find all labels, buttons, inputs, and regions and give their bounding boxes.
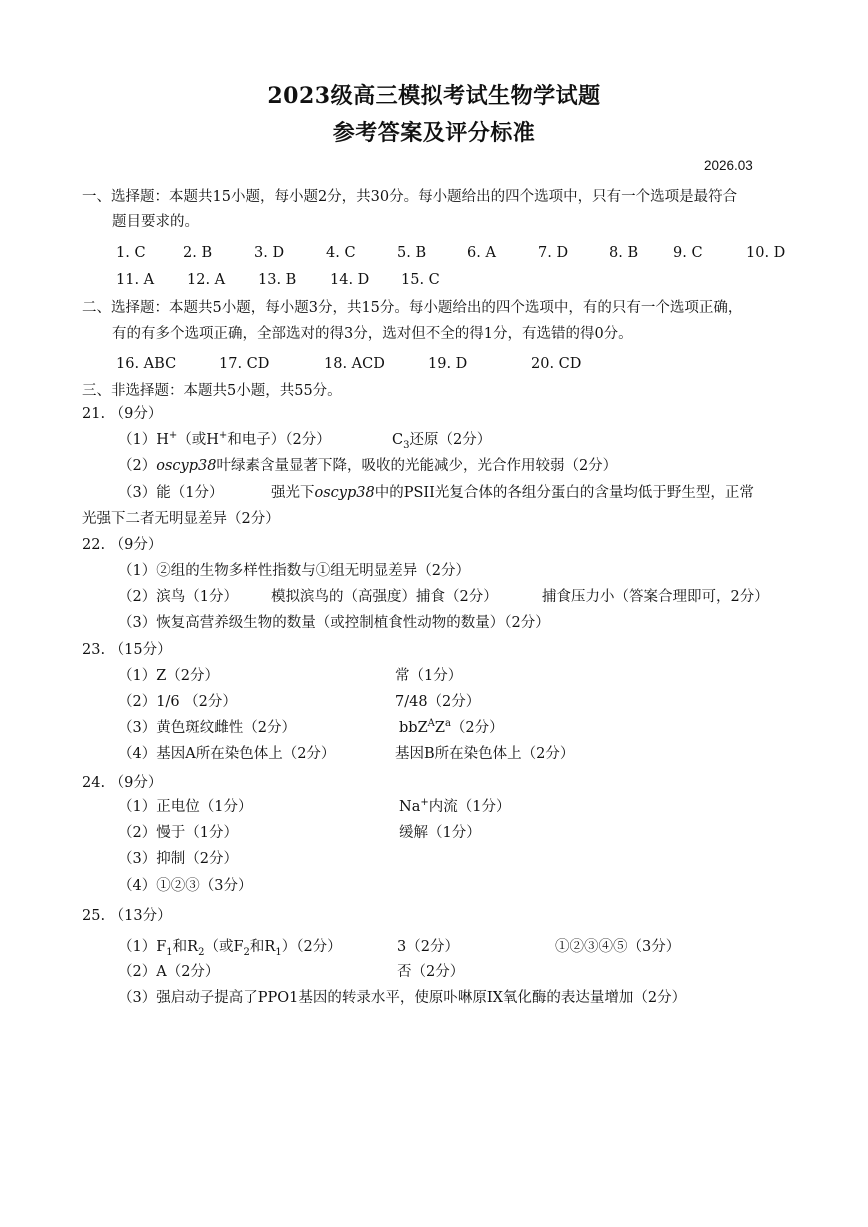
q25-answer-1b: 3（2分） (397, 939, 459, 955)
q23-answer-2b: 7/48（2分） (395, 694, 481, 710)
answer-item: 16. ABC (116, 356, 177, 372)
answer-item: 11. A (116, 272, 155, 288)
answer-item: 8. B (609, 245, 639, 261)
q22-answer-2a: （2）滨鸟（1分） (118, 589, 238, 605)
answer-item: 15. C (401, 272, 440, 288)
q21-answer-3b: 强光下oscyp38中的PSII光复合体的各组分蛋白的含量均低于野生型，正常 (271, 485, 754, 501)
answer-item: 4. C (326, 245, 356, 261)
q25-answer-1c: ①②③④⑤（3分） (555, 939, 681, 955)
q23-answer-3b: $bbZ^AZ^a(2$分） (399, 718, 504, 736)
q23-answer-3a: （3）黄色斑纹雌性（2分） (118, 720, 296, 736)
question-25-heading: 25. （13分） (82, 908, 172, 924)
q24-answer-1b: Na+内流（1分） (399, 797, 511, 815)
q21-answer-1a: （1）H+（或H+和电子）（2分） (118, 430, 331, 448)
answer-item: 10. D (746, 245, 786, 261)
answer-item: 2. B (183, 245, 213, 261)
section3-heading: 三、非选择题：本题共5小题，共55分。 (82, 383, 342, 399)
q24-answer-2a: （2）慢于（1分） (118, 825, 238, 841)
answer-item: 7. D (538, 245, 569, 261)
section2-instructions-line2: 有的有多个选项正确，全部选对的得3分，选对但不全的得1分，有选错的得0分。 (112, 326, 633, 342)
q22-answer-3: （3）恢复高营养级生物的数量（或控制植食性动物的数量）（2分） (118, 615, 550, 631)
answer-item: 13. B (258, 272, 297, 288)
q23-answer-1a: （1）Z（2分） (118, 668, 220, 684)
q23-answer-4b: 基因B所在染色体上（2分） (395, 746, 575, 762)
q21-answer-1b: $C_3$还原（2分） (392, 432, 492, 451)
answer-item: 3. D (254, 245, 285, 261)
section2-instructions-line1: 二、选择题：本题共5小题，每小题3分，共15分。每小题给出的四个选项中，有的只有一个选项正确， (82, 300, 743, 316)
q24-answer-3: （3）抑制（2分） (118, 851, 238, 867)
answer-item: 17. CD (219, 356, 270, 372)
q24-answer-1a: （1）正电位（1分） (118, 799, 253, 815)
q23-answer-4a: （4）基因A所在染色体上（2分） (118, 746, 336, 762)
q21-answer-3a: （3）能（1分） (118, 485, 224, 501)
q21-answer-3c: 光强下二者无明显差异（2分） (82, 511, 280, 527)
answer-item: 1. C (116, 245, 146, 261)
page-title: 2023级高三模拟考试生物学试题 (267, 83, 601, 109)
answer-item: 12. A (187, 272, 226, 288)
q24-answer-2b: 缓解（1分） (399, 825, 481, 841)
page-subtitle: 参考答案及评分标准 (332, 120, 536, 146)
answer-item: 20. CD (531, 356, 582, 372)
q22-answer-2c: 捕食压力小（答案合理即可，2分） (542, 589, 769, 605)
question-23-heading: 23. （15分） (82, 642, 172, 658)
q24-answer-4: （4）①②③（3分） (118, 878, 253, 894)
q25-answer-2b: 否（2分） (397, 964, 465, 980)
q22-answer-2b: 模拟滨鸟的（高强度）捕食（2分） (271, 589, 498, 605)
question-24-heading: 24. （9分） (82, 775, 163, 791)
q25-answer-3: （3）强启动子提高了PPO1基因的转录水平，使原卟啉原IX氧化酶的表达量增加（2分） (118, 990, 687, 1006)
exam-date: 2026.03 (704, 158, 753, 173)
q23-answer-1b: 常（1分） (395, 668, 463, 684)
q23-answer-2a: （2）1/6 （2分） (118, 694, 237, 710)
answer-item: 9. C (673, 245, 703, 261)
answer-item: 18. ACD (324, 356, 385, 372)
q21-answer-2: （2）oscyp38叶绿素含量显著下降，吸收的光能减少，光合作用较弱（2分） (118, 458, 618, 474)
answer-item: 14. D (330, 272, 370, 288)
answer-item: 6. A (467, 245, 496, 261)
q25-answer-1a: $(1)F_1$和$R_2$（或$F_2$和$R_1)(2$分） (118, 939, 342, 958)
question-21-heading: 21. （9分） (82, 406, 163, 422)
section1-instructions-line2: 题目要求的。 (112, 214, 199, 230)
q25-answer-2a: （2）A（2分） (118, 964, 220, 980)
section1-instructions-line1: 一、选择题：本题共15小题，每小题2分，共30分。每小题给出的四个选项中，只有一个选项是最符合 (82, 189, 738, 205)
answer-item: 5. B (397, 245, 427, 261)
q22-answer-1: （1）②组的生物多样性指数与①组无明显差异（2分） (118, 563, 470, 579)
question-22-heading: 22. （9分） (82, 537, 163, 553)
answer-item: 19. D (428, 356, 468, 372)
